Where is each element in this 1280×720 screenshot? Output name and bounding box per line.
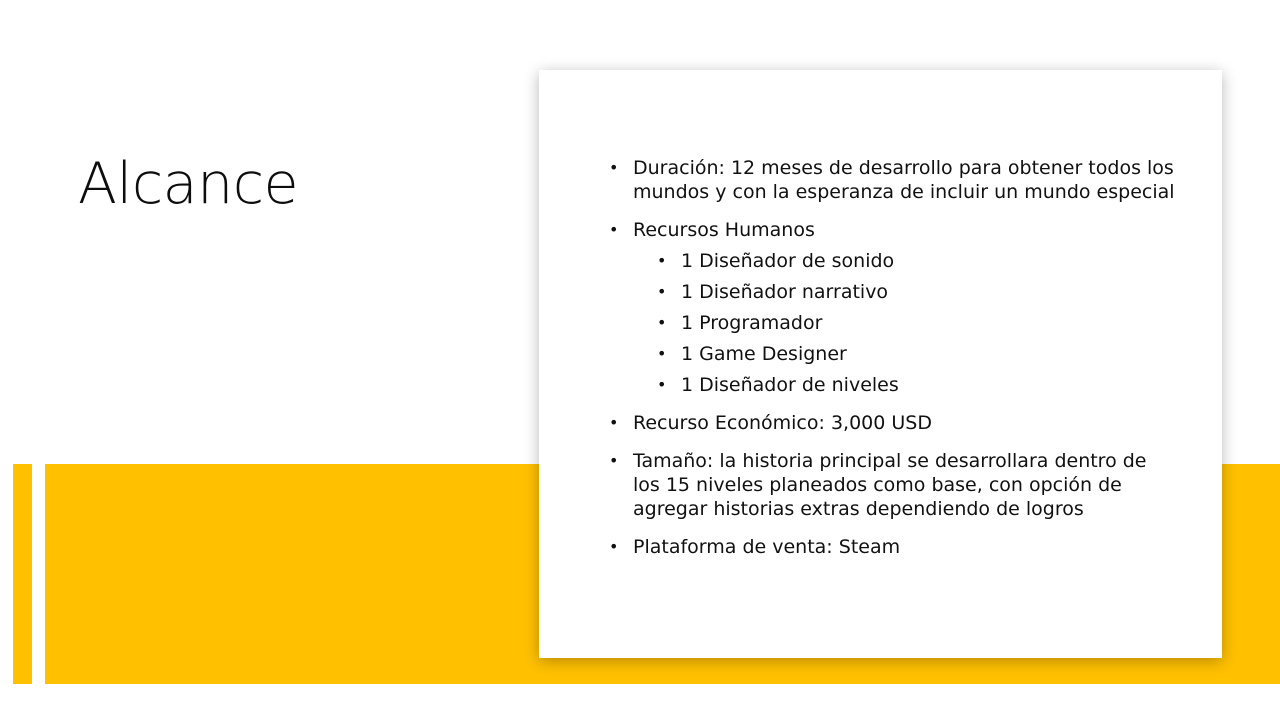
sub-bullet-text: 1 Diseñador de sonido: [681, 250, 895, 272]
bullet-item-tamano: [609, 449, 1178, 521]
bullet-item-plataforma: [609, 535, 1178, 559]
bullet-item-recursos-humanos: [609, 218, 1178, 397]
bullet-icon: •: [609, 413, 619, 432]
bullet-icon: •: [657, 375, 667, 394]
sub-bullet-text: 1 Diseñador de niveles: [681, 374, 899, 396]
bullet-item-recurso-economico: [609, 411, 1178, 435]
sub-bullet-item: [657, 249, 1178, 273]
accent-bar-thin: [13, 464, 32, 684]
bullet-icon: •: [657, 313, 667, 332]
bullet-text: Recursos Humanos: [633, 219, 815, 241]
sub-bullet-item: [657, 342, 1178, 366]
sub-bullet-text: 1 Diseñador narrativo: [681, 281, 889, 303]
sub-bullet-item: [657, 373, 1178, 397]
sub-bullet-list: [633, 249, 1178, 397]
sub-bullet-item: [657, 311, 1178, 335]
bullet-text: Plataforma de venta: Steam: [633, 536, 901, 558]
bullet-icon: •: [609, 158, 619, 177]
sub-bullet-item: [657, 280, 1178, 304]
bullet-text: Recurso Económico: 3,000 USD: [633, 412, 932, 434]
bullet-icon: •: [609, 220, 619, 239]
bullet-icon: •: [657, 344, 667, 363]
bullet-text: Tamaño: la historia principal se desarrollara dentro de los 15 niveles planeados como base, con opción de agregar historias extras dependiendo de logros: [633, 450, 1147, 520]
slide-title: Alcance: [78, 151, 299, 217]
bullet-list: [609, 156, 1178, 573]
bullet-item-duracion: [609, 156, 1178, 204]
bullet-icon: •: [609, 537, 619, 556]
bullet-text: Duración: 12 meses de desarrollo para obtener todos los mundos y con la esperanza de incluir un mundo especial: [633, 157, 1175, 203]
content-card: [539, 70, 1222, 658]
sub-bullet-text: 1 Programador: [681, 312, 823, 334]
bullet-icon: •: [657, 251, 667, 270]
bullet-icon: •: [657, 282, 667, 301]
bullet-icon: •: [609, 451, 619, 470]
sub-bullet-text: 1 Game Designer: [681, 343, 847, 365]
